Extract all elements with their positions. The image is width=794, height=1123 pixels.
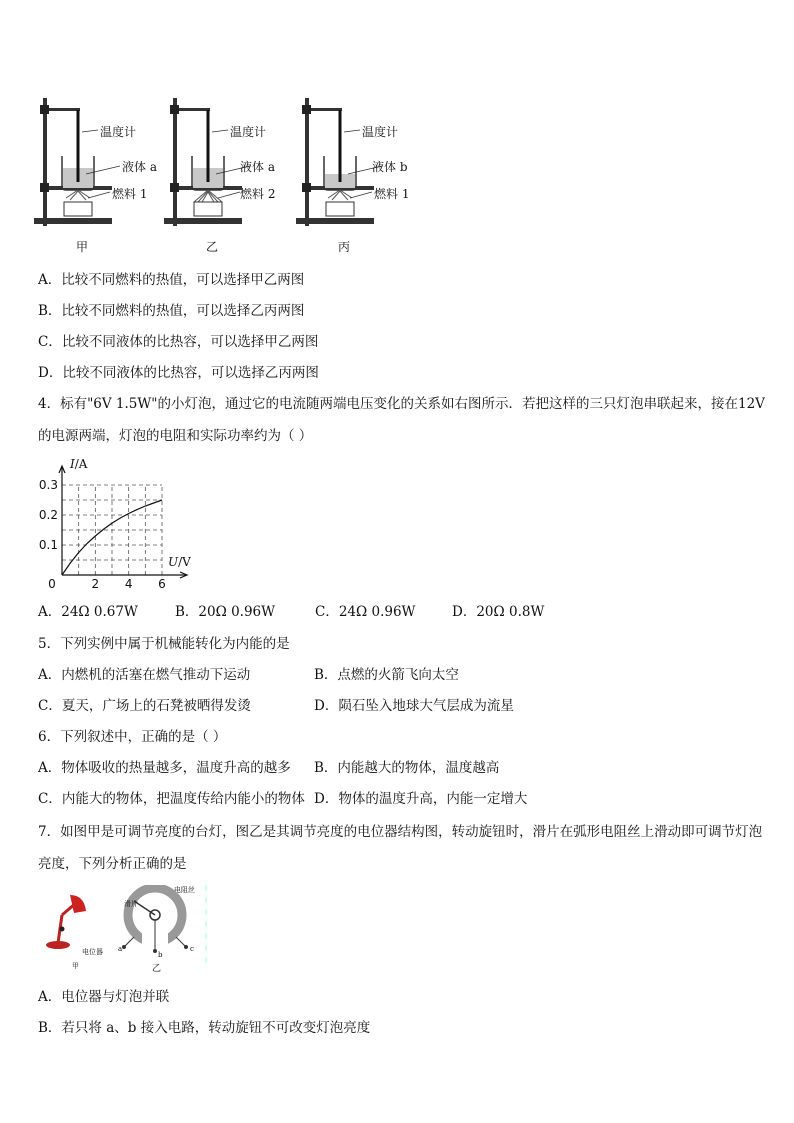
q7-option-b: B．若只将 a、b 接入电路，转动旋钮不可改变灯泡亮度 — [38, 1020, 371, 1036]
apparatus-drawing — [30, 90, 430, 260]
q5-option-c: C．夏天，广场上的石凳被晒得发烫 — [38, 698, 251, 714]
q5-stem: 5．下列实例中属于机械能转化为内能的是 — [38, 636, 290, 652]
fig-c-fuel-label: 燃料 1 — [374, 187, 410, 201]
x-tick-label: 6 — [158, 577, 166, 590]
pot-terminal-b: b — [158, 951, 163, 959]
q6-option-a: A．物体吸收的热量越多，温度升高的越多 — [38, 760, 291, 776]
fig-b-fuel-label: 燃料 2 — [240, 187, 276, 201]
lamp-pot-label: 电位器 — [82, 948, 103, 956]
pot-slider-label: 滑片 — [124, 900, 138, 908]
q3-option-d: D．比较不同液体的比热容，可以选择乙丙两图 — [38, 365, 319, 381]
fig-a-caption: 甲 — [76, 240, 89, 254]
chart-ticks — [39, 478, 166, 590]
fig-a-fuel-label: 燃料 1 — [112, 187, 148, 201]
q5-option-a: A．内燃机的活塞在燃气推动下运动 — [38, 667, 251, 683]
chart-grid — [62, 485, 162, 575]
pot-terminal-a: a — [118, 945, 123, 953]
chart-x-axis-label: U/V — [168, 555, 191, 569]
y-tick-label: 0.3 — [38, 478, 58, 492]
q4-option-d: D．20Ω 0.8W — [452, 604, 545, 620]
fig-b-caption: 乙 — [206, 240, 219, 254]
q6-stem: 6．下列叙述中，正确的是（ ） — [38, 729, 227, 745]
q4-option-a: A．24Ω 0.67W — [38, 604, 138, 620]
q4-stem: 4．标有"6V 1.5W"的小灯泡，通过它的电流随两端电压变化的关系如右图所示．若把这样的三只灯泡串联起来，接在12V的电源两端，灯泡的电阻和实际功率约为（ ） — [38, 396, 765, 444]
fig-c-caption: 丙 — [338, 240, 351, 254]
fig-a-liquid-label: 液体 a — [122, 160, 157, 174]
origin-label: 0 — [48, 577, 56, 590]
desk-lamp-drawing — [46, 895, 86, 949]
q6-option-b: B．内能越大的物体，温度越高 — [314, 760, 500, 776]
fig-b-thermometer-label: 温度计 — [230, 125, 267, 139]
fig-b-liquid-label: 液体 a — [240, 160, 275, 174]
q7-option-a: A．电位器与灯泡并联 — [38, 989, 170, 1005]
fig-a-thermometer-label: 温度计 — [100, 125, 137, 139]
x-tick-label: 4 — [124, 577, 133, 590]
x-tick-label: 2 — [91, 577, 100, 590]
potentiometer-drawing — [122, 885, 206, 965]
pot-wire-label: 电阻丝 — [174, 886, 195, 894]
q4-option-b: B．20Ω 0.96W — [175, 604, 276, 620]
q6-option-c: C．内能大的物体，把温度传给内能小的物体 — [38, 791, 305, 807]
q5-option-d: D．陨石坠入地球大气层成为流星 — [314, 698, 514, 714]
lamp-caption: 甲 — [72, 962, 79, 970]
fig-c-liquid-label: 液体 b — [372, 160, 408, 174]
q6-option-d: D．物体的温度升高，内能一定增大 — [314, 791, 528, 807]
q7-figures — [40, 885, 210, 975]
chart-y-axis-label: I/A — [70, 457, 88, 471]
y-tick-label: 0.2 — [38, 508, 58, 522]
q3-option-b: B．比较不同燃料的热值，可以选择乙丙两图 — [38, 303, 305, 319]
q4-option-c: C．24Ω 0.96W — [315, 604, 416, 620]
apparatus-figures — [30, 90, 430, 260]
pot-caption: 乙 — [152, 964, 162, 974]
fig-c-thermometer-label: 温度计 — [362, 125, 399, 139]
iv-chart — [36, 455, 206, 590]
iv-chart-svg — [36, 455, 206, 590]
y-tick-label: 0.1 — [38, 538, 58, 552]
q3-option-a: A．比较不同燃料的热值，可以选择甲乙两图 — [38, 272, 305, 288]
q3-option-c: C．比较不同液体的比热容，可以选择甲乙两图 — [38, 334, 319, 350]
pot-terminal-c: c — [190, 945, 194, 953]
q7-stem: 7．如图甲是可调节亮度的台灯，图乙是其调节亮度的电位器结构图，转动旋钮时，滑片在弧形电阻丝上滑动即可调节灯泡亮度，下列分析正确的是 — [38, 824, 763, 872]
q5-option-b: B．点燃的火箭飞向太空 — [314, 667, 459, 683]
